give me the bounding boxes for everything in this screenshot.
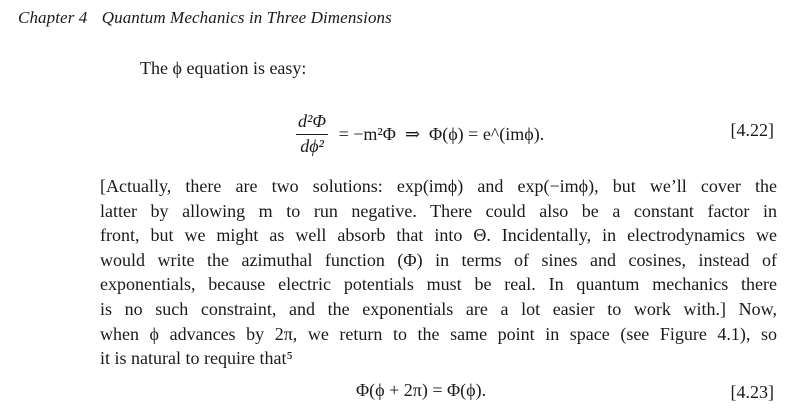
chapter-title: Quantum Mechanics in Three Dimensions <box>101 8 392 27</box>
paragraph-line: front, but we might as well absorb that into Θ. Incidentally, in electrodynamics we <box>100 225 777 246</box>
equation-number-4-23: [4.23] <box>730 382 774 402</box>
equation-periodicity: Φ(ϕ + 2π) = Φ(ϕ). <box>356 380 487 400</box>
lead-sentence <box>140 58 306 79</box>
paragraph-line: [Actually, there are two solutions: exp(imϕ) and exp(−imϕ), but we’ll cover the <box>100 176 777 196</box>
equation-4-23 <box>356 380 486 401</box>
body-paragraph <box>100 174 777 371</box>
paragraph-line: exponentials, because electric potentials must be real. In quantum mechanics there <box>100 274 777 295</box>
equation-rhs: = −m²Φ ⇒ Φ(ϕ) = e^(imϕ). <box>334 123 545 144</box>
chapter-label: Chapter 4 <box>18 8 88 27</box>
paragraph-line: would write the azimuthal function (Φ) in terms of sines and cosines, instead of <box>100 249 777 270</box>
fraction-numerator: d²Φ <box>296 112 328 135</box>
equation-number-4-22: [4.22] <box>730 120 774 140</box>
running-head <box>18 8 392 28</box>
paragraph-line: it is natural to require that⁵ <box>100 348 293 369</box>
fraction-denominator: dϕ² <box>300 135 324 156</box>
paragraph-line: latter by allowing m to run negative. There could also be a constant factor in <box>100 200 777 221</box>
lead-text: The ϕ equation is easy: <box>140 58 307 78</box>
paragraph-line: when ϕ advances by 2π, we return to the same point in space (see Figure 4.1), so <box>100 323 777 344</box>
equation-4-22 <box>296 104 544 164</box>
paragraph-line: is no such constraint, and the exponentials are a lot easier to work with.] Now, <box>100 298 777 319</box>
derivative-fraction <box>296 112 328 157</box>
